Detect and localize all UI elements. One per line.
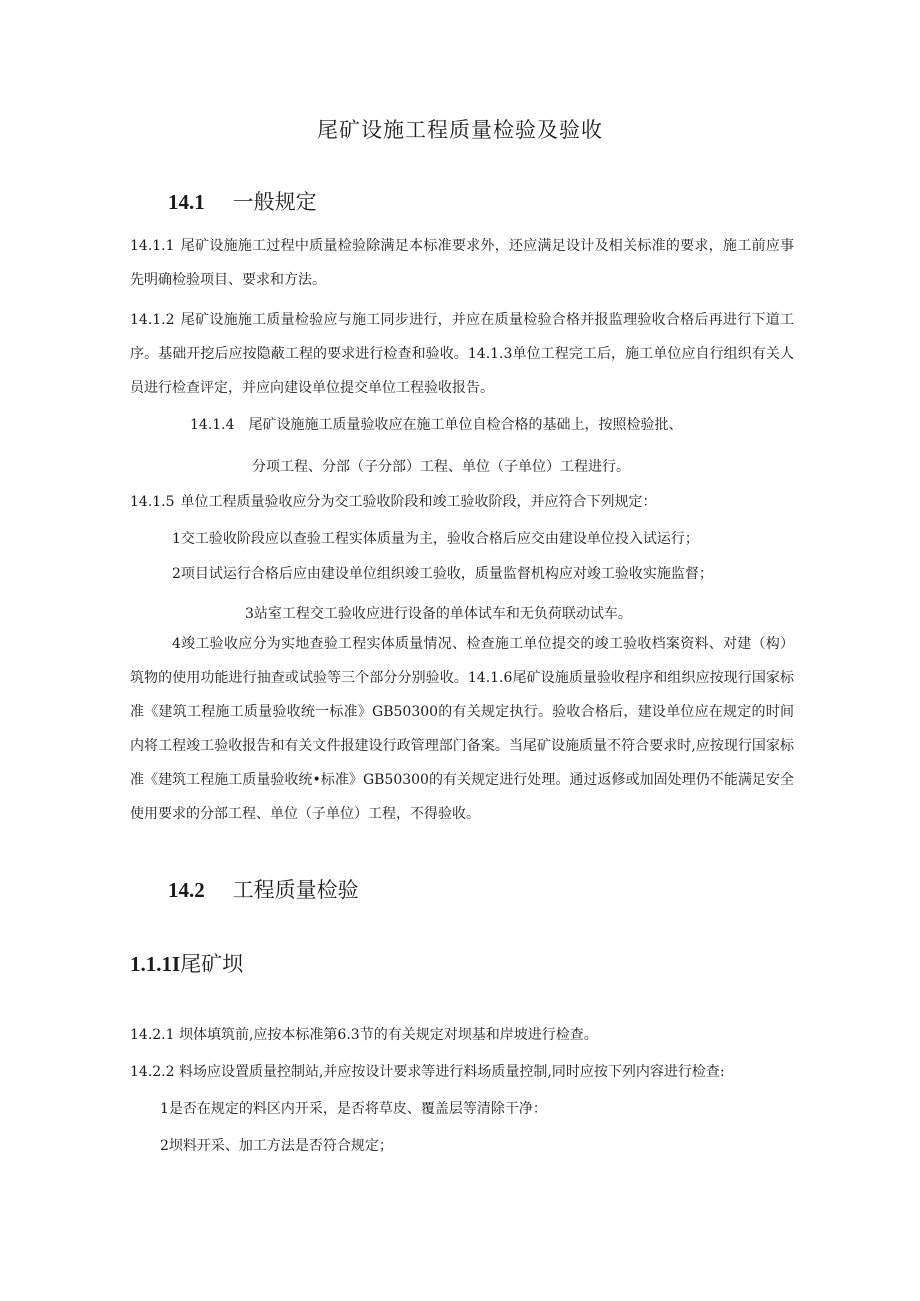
- document-title: 尾矿设施工程质量检验及验收: [317, 118, 603, 142]
- clause-number: 14.1.1: [130, 238, 175, 254]
- section-heading-14-2: [168, 874, 359, 904]
- paragraph-14-1-4-line2: 分项工程、分部（子分部）工程、单位（子单位）工程进行。: [252, 459, 630, 475]
- clause-number: 14.1.2: [130, 312, 175, 328]
- section-heading-14-1: [168, 186, 317, 216]
- paragraph-14-1-1: [130, 229, 794, 297]
- subsection-title: 尾矿坝: [180, 952, 244, 976]
- list-item: 1是否在规定的料区内开采，是否将草皮、覆盖层等清除干净：: [160, 1101, 547, 1117]
- section-title: 工程质量检验: [232, 878, 359, 902]
- clause-number: 14.1.5: [130, 494, 175, 510]
- section-number: 14.1: [168, 190, 205, 214]
- clause-text: 单位工程质量验收应分为交工验收阶段和竣工验收阶段，并应符合下列规定：: [180, 494, 657, 510]
- paragraph-14-2-1: 14.2.1 坝体填筑前,应按本标准第6.3节的有关规定对坝基和岸坡进行检查。: [130, 1027, 598, 1043]
- subsection-heading-tailings-dam: [130, 948, 243, 978]
- paragraph-14-1-2: [130, 303, 794, 405]
- subsection-number: 1.1.1I: [130, 952, 181, 976]
- list-item-4: 4竣工验收应分为实地查验工程实体质量情况、检查施工单位提交的竣工验收档案资料、对建（构）筑物的使用功能进行抽查或试验等三个部分分别验收。14.1.6尾矿设施质量验收程序和组织应按现行国家标准《建筑工程施工质量验收统一标准》GB50300的有关规定执行。验收合格后，建设单位应在规定的时间内将工程竣工验收报告和有关文件报建设行政管理部门备案。当尾矿设施质量不符合要求时,应按现行国家标准《建筑工程施工质量验收统•标准》GB50300的有关规定进行处理。通过返修或加固处理仍不能满足安全使用要求的分部工程、单位（子单位）工程，不得验收。: [130, 636, 794, 822]
- paragraph-14-2-2: 14.2.2 料场应设置质量控制站,并应按设计要求等进行料场质量控制,同时应按下列内容进行检查:: [130, 1064, 725, 1080]
- list-item: 3站室工程交工验收应进行设备的单体试车和无负荷联动试车。: [245, 606, 632, 622]
- list-item: 1交工验收阶段应以查验工程实体质量为主，验收合格后应交由建设单位投入试运行；: [172, 531, 699, 547]
- list-item: 2项目试运行合格后应由建设单位组织竣工验收，质量监督机构应对竣工验收实施监督；: [172, 566, 713, 582]
- paragraph-14-1-4-line1: 14.1.4 尾矿设施施工质量验收应在施工单位自检合格的基础上，按照检验批、: [190, 417, 683, 433]
- section-title: 一般规定: [232, 190, 317, 214]
- clause-text: 尾矿设施施工质量检验应与施工同步进行，并应在质量检验合格并报监理验收合格后再进行下道工序。基础开挖后应按隐蔽工程的要求进行检查和验收。14.1.3单位工程完工后，施工单位应自行组织有关人员进行检查评定，并应向建设单位提交单位工程验收报告。: [130, 312, 794, 396]
- clause-text: 尾矿设施施工过程中质量检验除满足本标准要求外，还应满足设计及相关标准的要求，施工前应事先明确检验项目、要求和方法。: [130, 238, 794, 288]
- list-item: 2坝料开采、加工方法是否符合规定；: [160, 1138, 393, 1154]
- paragraph-14-1-5: [130, 485, 794, 519]
- section-number: 14.2: [168, 878, 205, 902]
